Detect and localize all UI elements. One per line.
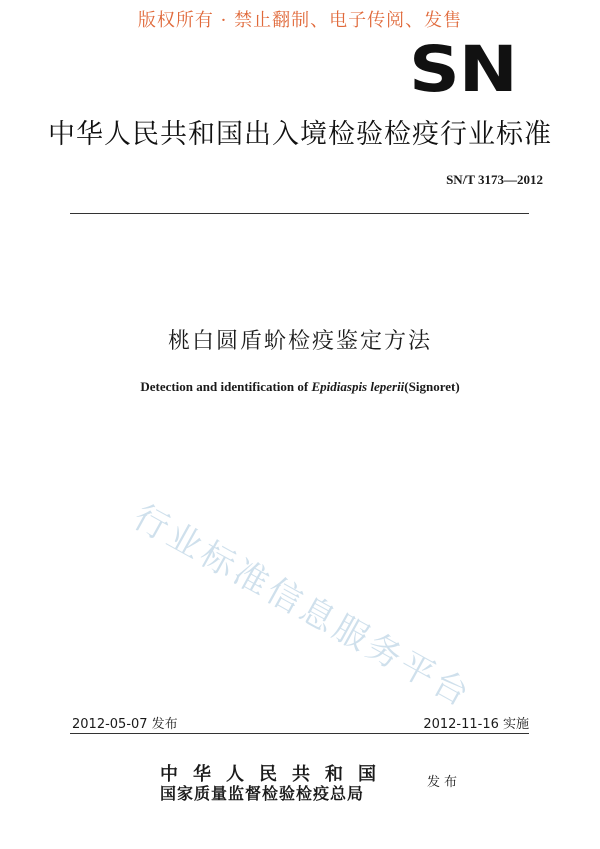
watermark: 行业标准信息服务平台 <box>126 496 479 717</box>
header-title: 中华人民共和国出入境检验检疫行业标准 <box>48 119 552 150</box>
bottom-divider <box>70 733 529 734</box>
publish-label: 发布 <box>427 775 462 790</box>
copyright-notice: 版权所有 · 禁止翻制、电子传阅、发售 <box>137 10 463 31</box>
document-title-cn: 桃白圆盾蚧检疫鉴定方法 <box>167 329 432 354</box>
top-divider <box>70 213 529 214</box>
issue-date: 2012-05-07 发布 <box>72 717 178 732</box>
title-en-suffix: (Signoret) <box>404 379 460 394</box>
title-en-prefix: Detection and identification of <box>140 379 312 394</box>
document-title-en <box>0 379 600 395</box>
issuer-line-1: 中华人民共和国 <box>160 764 391 785</box>
standard-number: SN/T 3173—2012 <box>446 172 543 187</box>
implementation-date: 2012-11-16 实施 <box>423 717 529 732</box>
title-en-species: Epidiaspis leperii <box>311 379 405 394</box>
sn-logo: SN <box>409 33 517 106</box>
issuer-line-2: 国家质量监督检验检疫总局 <box>160 784 365 803</box>
